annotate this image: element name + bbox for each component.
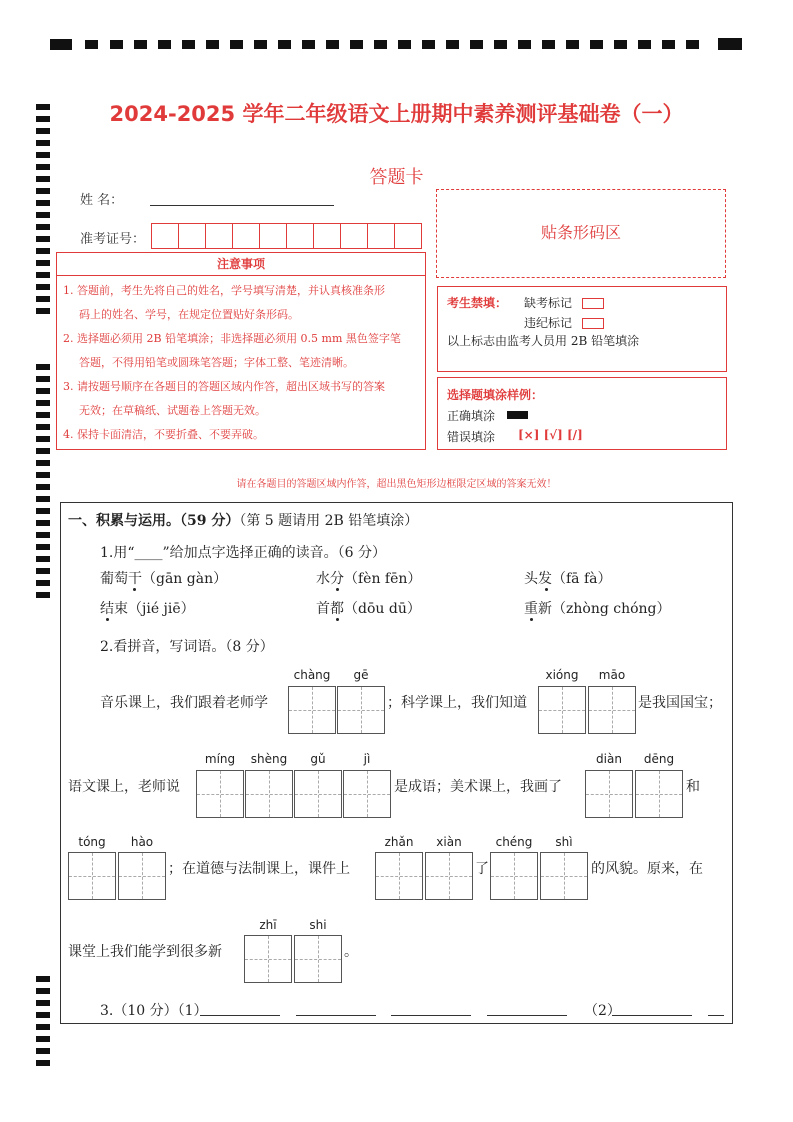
q1-item[interactable]: 重新（zhòng chóng） [524, 601, 671, 617]
writing-cell[interactable] [288, 686, 336, 734]
exam-id-boxes[interactable] [151, 223, 421, 249]
sample-box [437, 377, 727, 450]
barcode-area: 贴条形码区 [436, 189, 726, 278]
emphasis-dot [336, 618, 339, 621]
writing-cell[interactable] [118, 852, 166, 900]
pinyin-label: zhī [259, 918, 277, 932]
answer-area-warning: 请在各题目的答题区域内作答，超出黑色矩形边框限定区域的答案无效！ [236, 479, 557, 490]
section-heading: 一、积累与运用。（59 分）（第 5 题请用 2B 铅笔填涂） [68, 513, 419, 529]
name-field[interactable] [150, 205, 334, 206]
absent-mark-row [524, 294, 604, 311]
writing-cell[interactable] [337, 686, 385, 734]
q2-text: 语文课上，老师说 [68, 779, 180, 795]
name-label: 姓 名： [80, 193, 124, 208]
writing-cell[interactable] [635, 770, 683, 818]
answer-line[interactable] [487, 1015, 567, 1016]
answer-line[interactable] [612, 1015, 692, 1016]
notice-item: 4. 保持卡面清洁，不要折叠、不要弄破。 [63, 428, 264, 441]
notice-item: 无效；在草稿纸、试题卷上答题无效。 [79, 404, 266, 417]
notice-item: 3. 请按题号顺序在各题目的答题区域内作答，超出区域书写的答案 [63, 380, 385, 393]
q2-text: 的风貌。原来，在 [591, 861, 703, 877]
writing-cell[interactable] [540, 852, 588, 900]
absent-mark-box[interactable] [582, 298, 604, 309]
writing-cell[interactable] [538, 686, 586, 734]
notice-item: 1. 答题前，考生先将自己的姓名，学号填写清楚，并认真核准条形 [63, 284, 385, 297]
q1-stem: 1.用“____”给加点字选择正确的读音。（6 分） [100, 545, 387, 561]
q2-stem: 2.看拼音，写词语。（8 分） [100, 639, 274, 655]
page-title: 2024-2025 学年二年级语文上册期中素养测评基础卷（一） [109, 102, 684, 126]
pinyin-label: shi [309, 918, 327, 932]
pinyin-label: shèng [250, 752, 288, 766]
q2-text: 是我国国宝； [638, 695, 722, 711]
q1-item[interactable]: 结束（jié jiē） [100, 601, 195, 617]
emphasis-dot [106, 618, 109, 621]
answer-line[interactable] [391, 1015, 471, 1016]
pinyin-label: zhǎn [384, 835, 414, 849]
forbid-label: 考生禁填： [447, 296, 508, 310]
forbid-box [437, 286, 727, 372]
pinyin-label: jì [363, 752, 371, 766]
sample-label: 选择题填涂样例： [447, 388, 544, 402]
pinyin-label: xióng [545, 668, 579, 682]
forbid-note: 以上标志由监考人员用 2B 铅笔填涂 [447, 334, 640, 348]
q2-text: 。 [344, 944, 358, 960]
pinyin-label: tóng [78, 835, 106, 849]
writing-cell[interactable] [375, 852, 423, 900]
notice-heading: 注意事项 [57, 253, 425, 276]
writing-cell[interactable] [245, 770, 293, 818]
q1-item[interactable]: 头发（fā fà） [524, 571, 612, 587]
q2-text: ；在道德与法制课上，课件上 [168, 861, 350, 877]
emphasis-dot [133, 588, 136, 591]
pinyin-label: chàng [293, 668, 331, 682]
exam-id-label: 准考证号： [80, 232, 146, 247]
q1-item[interactable]: 首都（dōu dū） [316, 601, 421, 617]
q2-text: 音乐课上，我们跟着老师学 [100, 695, 268, 711]
writing-cell[interactable] [585, 770, 633, 818]
pinyin-label: chéng [495, 835, 533, 849]
pinyin-label: míng [204, 752, 236, 766]
q3-stem: 3.（10 分）（1） [100, 1003, 208, 1019]
answer-line[interactable] [708, 1015, 724, 1016]
q2-text: 和 [686, 779, 700, 795]
pinyin-label: hào [130, 835, 154, 849]
pinyin-label: diàn [596, 752, 622, 766]
notice-item: 答题，不得用铅笔或圆珠笔答题；字体工整、笔迹清晰。 [79, 356, 354, 369]
notice-box [56, 252, 426, 450]
writing-cell[interactable] [490, 852, 538, 900]
q1-item[interactable]: 葡萄干（gān gàn） [100, 571, 228, 587]
violation-mark-box[interactable] [582, 318, 604, 329]
notice-item: 码上的姓名、学号，在规定位置贴好条形码。 [79, 308, 299, 321]
answer-line[interactable] [200, 1015, 280, 1016]
q2-text: 是成语；美术课上，我画了 [394, 779, 562, 795]
violation-mark-row [524, 314, 604, 331]
emphasis-dot [336, 588, 339, 591]
notice-item: 2. 选择题必须用 2B 铅笔填涂；非选择题必须用 0.5 mm 黑色签字笔 [63, 332, 401, 345]
pinyin-label: māo [598, 668, 626, 682]
correct-fill-label: 正确填涂 [447, 409, 496, 423]
emphasis-dot [545, 588, 548, 591]
wrong-fill-label: 错误填涂 [447, 430, 496, 444]
violation-mark-label: 违纪标记 [524, 316, 573, 330]
writing-cell[interactable] [294, 770, 342, 818]
writing-cell[interactable] [588, 686, 636, 734]
writing-cell[interactable] [68, 852, 116, 900]
pinyin-label: xiàn [436, 835, 462, 849]
wrong-fill-samples: [×] [√] [/] [518, 428, 583, 442]
q2-text: 课堂上我们能学到很多新 [68, 944, 222, 960]
writing-cell[interactable] [196, 770, 244, 818]
q1-item[interactable]: 水分（fèn fēn） [316, 571, 422, 587]
writing-cell[interactable] [244, 935, 292, 983]
q2-text: 了 [475, 861, 489, 877]
pinyin-label: gē [353, 668, 369, 682]
writing-cell[interactable] [294, 935, 342, 983]
absent-mark-label: 缺考标记 [524, 296, 573, 310]
emphasis-dot [530, 618, 533, 621]
writing-cell[interactable] [425, 852, 473, 900]
pinyin-label: shì [555, 835, 573, 849]
answer-line[interactable] [296, 1015, 376, 1016]
writing-cell[interactable] [343, 770, 391, 818]
pinyin-label: gǔ [310, 752, 326, 766]
pinyin-label: dēng [643, 752, 675, 766]
card-title: 答题卡 [369, 167, 424, 188]
q3-part2: （2） [584, 1003, 621, 1019]
q2-text: ；科学课上，我们知道 [387, 695, 527, 711]
correct-fill-sample [507, 411, 528, 419]
